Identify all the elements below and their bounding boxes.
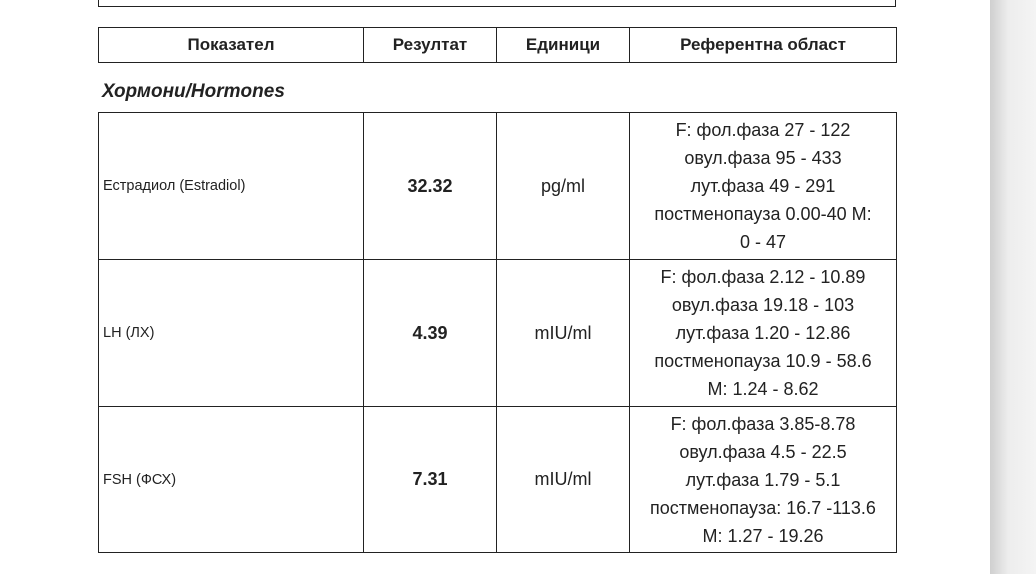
header-reference: Референтна област <box>630 28 897 63</box>
reference-range <box>630 113 897 260</box>
header-parameter: Показател <box>99 28 364 63</box>
unit-value: mIU/ml <box>497 407 630 553</box>
reference-line: 0 - 47 <box>739 232 787 252</box>
reference-line: постменопауза 0.00-40 М: <box>654 204 872 224</box>
results-table <box>98 112 897 553</box>
reference-line: F: фол.фаза 2.12 - 10.89 <box>660 267 866 287</box>
parameter-name: LH (ЛХ) <box>99 260 364 407</box>
reference-line: М: 1.24 - 8.62 <box>707 379 819 399</box>
reference-line: овул.фаза 4.5 - 22.5 <box>679 441 847 462</box>
unit-value: pg/ml <box>497 113 630 260</box>
viewer-background <box>990 0 1036 574</box>
header-units: Единици <box>497 28 630 63</box>
header-row <box>99 28 897 63</box>
reference-range <box>630 260 897 407</box>
unit-value: mIU/ml <box>497 260 630 407</box>
reference-line: лут.фаза 1.79 - 5.1 <box>685 469 841 490</box>
table-row <box>99 113 897 260</box>
section-title: Хормони/Hormones <box>102 81 285 102</box>
table-row <box>99 407 897 553</box>
previous-table-bottom <box>98 0 896 7</box>
reference-line: постменопауза 10.9 - 58.6 <box>654 351 872 371</box>
reference-line: лут.фаза 49 - 291 <box>690 176 836 196</box>
header-result: Резултат <box>364 28 497 63</box>
reference-line: овул.фаза 19.18 - 103 <box>671 295 855 315</box>
table-row <box>99 260 897 407</box>
reference-line: М: 1.27 - 19.26 <box>702 525 824 546</box>
result-value: 4.39 <box>364 260 497 407</box>
result-value: 7.31 <box>364 407 497 553</box>
parameter-name: Естрадиол (Estradiol) <box>99 113 364 260</box>
reference-line: лут.фаза 1.20 - 12.86 <box>675 323 851 343</box>
header-table <box>98 27 897 63</box>
reference-range <box>630 407 897 553</box>
parameter-name: FSH (ФСХ) <box>99 407 364 553</box>
result-value: 32.32 <box>364 113 497 260</box>
reference-line: F: фол.фаза 3.85-8.78 <box>670 413 856 434</box>
reference-line: овул.фаза 95 - 433 <box>684 148 842 168</box>
reference-line: F: фол.фаза 27 - 122 <box>675 120 851 140</box>
reference-line: постменопауза: 16.7 -113.6 <box>650 497 876 518</box>
